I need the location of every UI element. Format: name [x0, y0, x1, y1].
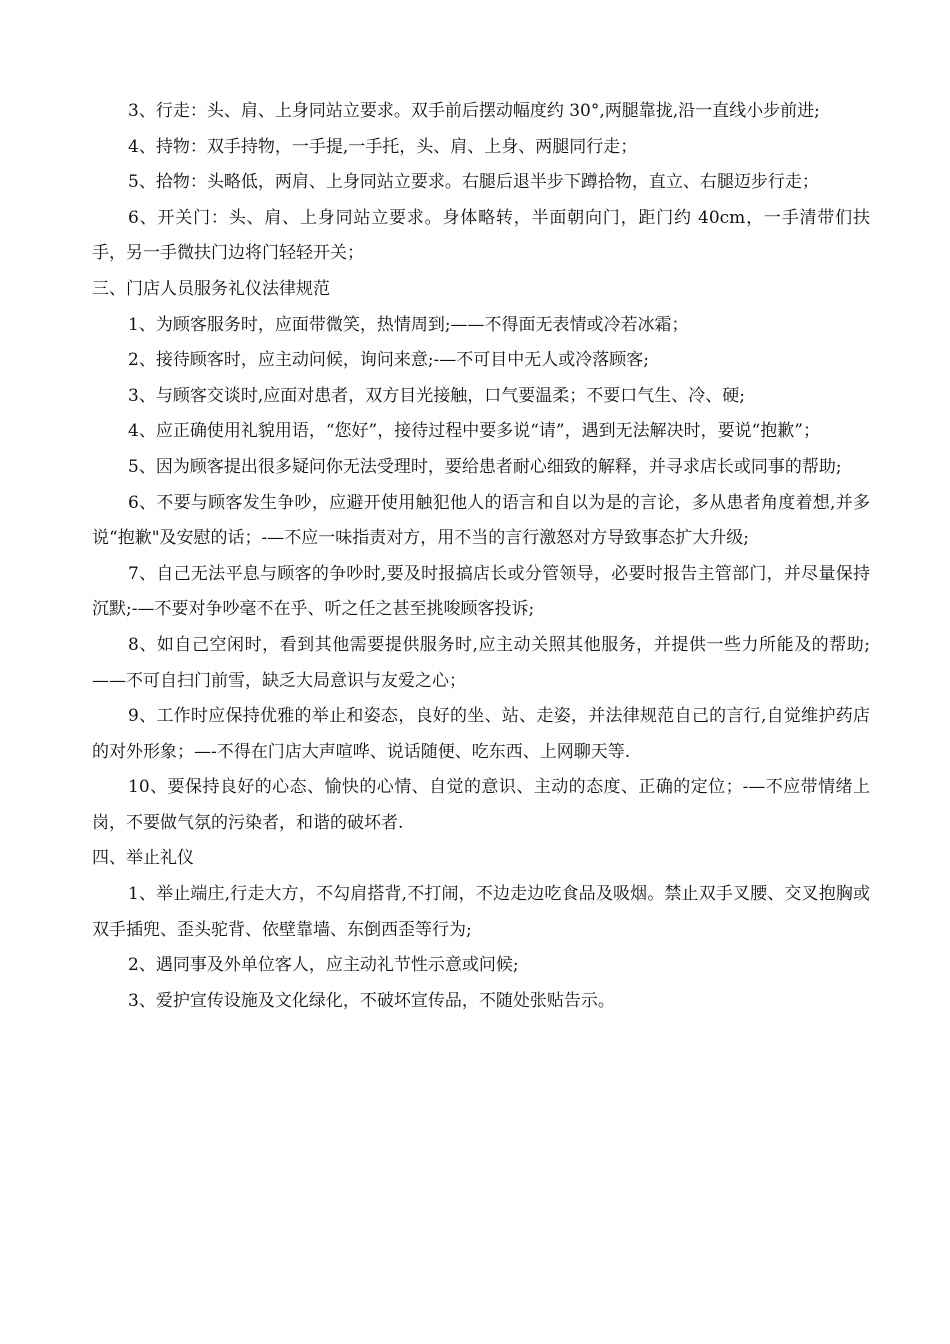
service-rule-7: 7、自己无法平息与顾客的争吵时,要及时报搞店长或分管领导，必要时报告主管部门，并尽量保持沉默;-—不要对争吵毫不在乎、听之任之甚至挑唆顾客投诉; — [92, 563, 870, 620]
service-rule-9: 9、工作时应保持优雅的举止和姿态，良好的坐、站、走姿，并法律规范自己的言行,自觉维护药店的对外形象；—-不得在门店大声喧哗、说话随便、吃东西、上网聊天等. — [92, 706, 870, 762]
walking-rule-paragraph: 3、行走：头、肩、上身同站立要求。双手前后摆动幅度约 30°,两腿靠拢,沿一直线小步前进; — [128, 101, 820, 121]
service-rule-8: 8、如自己空闲时，看到其他需要提供服务时,应主动关照其他服务，并提供一些力所能及的帮助;——不可自扫门前雪，缺乏大局意识与友爱之心； — [92, 634, 870, 691]
door-rule-paragraph: 6、开关门：头、肩、上身同站立要求。身体略转，半面朝向门，距门约 40cm，一手清带们扶手，另一手微扶门边将门轻轻开关； — [92, 207, 870, 264]
service-rule-10: 10、要保持良好的心态、愉快的心情、自觉的意识、主动的态度、正确的定位；-—不应带情绪上岗，不要做气氛的污染者，和谐的破坏者. — [92, 777, 870, 833]
service-rule-2: 2、接待顾客时，应主动问候，询问来意;-—不可目中无人或冷落顾客; — [128, 350, 650, 371]
behavior-rule-1: 1、举止端庄,行走大方，不勾肩搭背,不打闹，不边走边吃食品及吸烟。禁止双手叉腰、交叉抱胸或双手插兜、歪头驼背、依壁靠墙、东倒西歪等行为; — [92, 884, 870, 940]
holding-rule-paragraph: 4、持物：双手持物，一手提,一手托，头、肩、上身、两腿同行走； — [128, 136, 638, 157]
service-rule-4: 4、应正确使用礼貌用语，“您好”，接待过程中要多说“请”，遇到无法解决时，要说“抱歉”； — [128, 421, 820, 442]
service-rule-6: 6、不要与顾客发生争吵，应避开使用触犯他人的语言和自以为是的言论，多从患者角度着想,并多说“抱歉"及安慰的话；-—不应一味指责对方，用不当的言行激怒对方导致事态扩大升级; — [92, 492, 870, 549]
document-body — [92, 94, 870, 1019]
service-rule-5: 5、因为顾客提出很多疑问你无法受理时，要给患者耐心细致的解释，并寻求店长或同事的帮助; — [128, 456, 842, 477]
behavior-rule-3: 3、爱护宣传设施及文化绿化，不破坏宣传品，不随处张贴告示。 — [128, 990, 615, 1011]
service-rule-3: 3、与顾客交谈时,应面对患者，双方目光接触，口气要温柔；不要口气生、冷、硬; — [128, 385, 745, 406]
section-heading-behavior-etiquette: 四、举止礼仪 — [92, 848, 194, 869]
behavior-rule-2: 2、遇同事及外单位客人，应主动礼节性示意或问候; — [128, 955, 519, 976]
picking-rule-paragraph: 5、拾物：头略低，两肩、上身同站立要求。右腿后退半步下蹲拾物，直立、右腿迈步行走； — [128, 172, 819, 193]
section-heading-service-etiquette: 三、门店人员服务礼仪法律规范 — [92, 278, 330, 299]
service-rule-1: 1、为顾客服务时，应面带微笑，热情周到;——不得面无表情或冷若冰霜； — [128, 314, 689, 335]
